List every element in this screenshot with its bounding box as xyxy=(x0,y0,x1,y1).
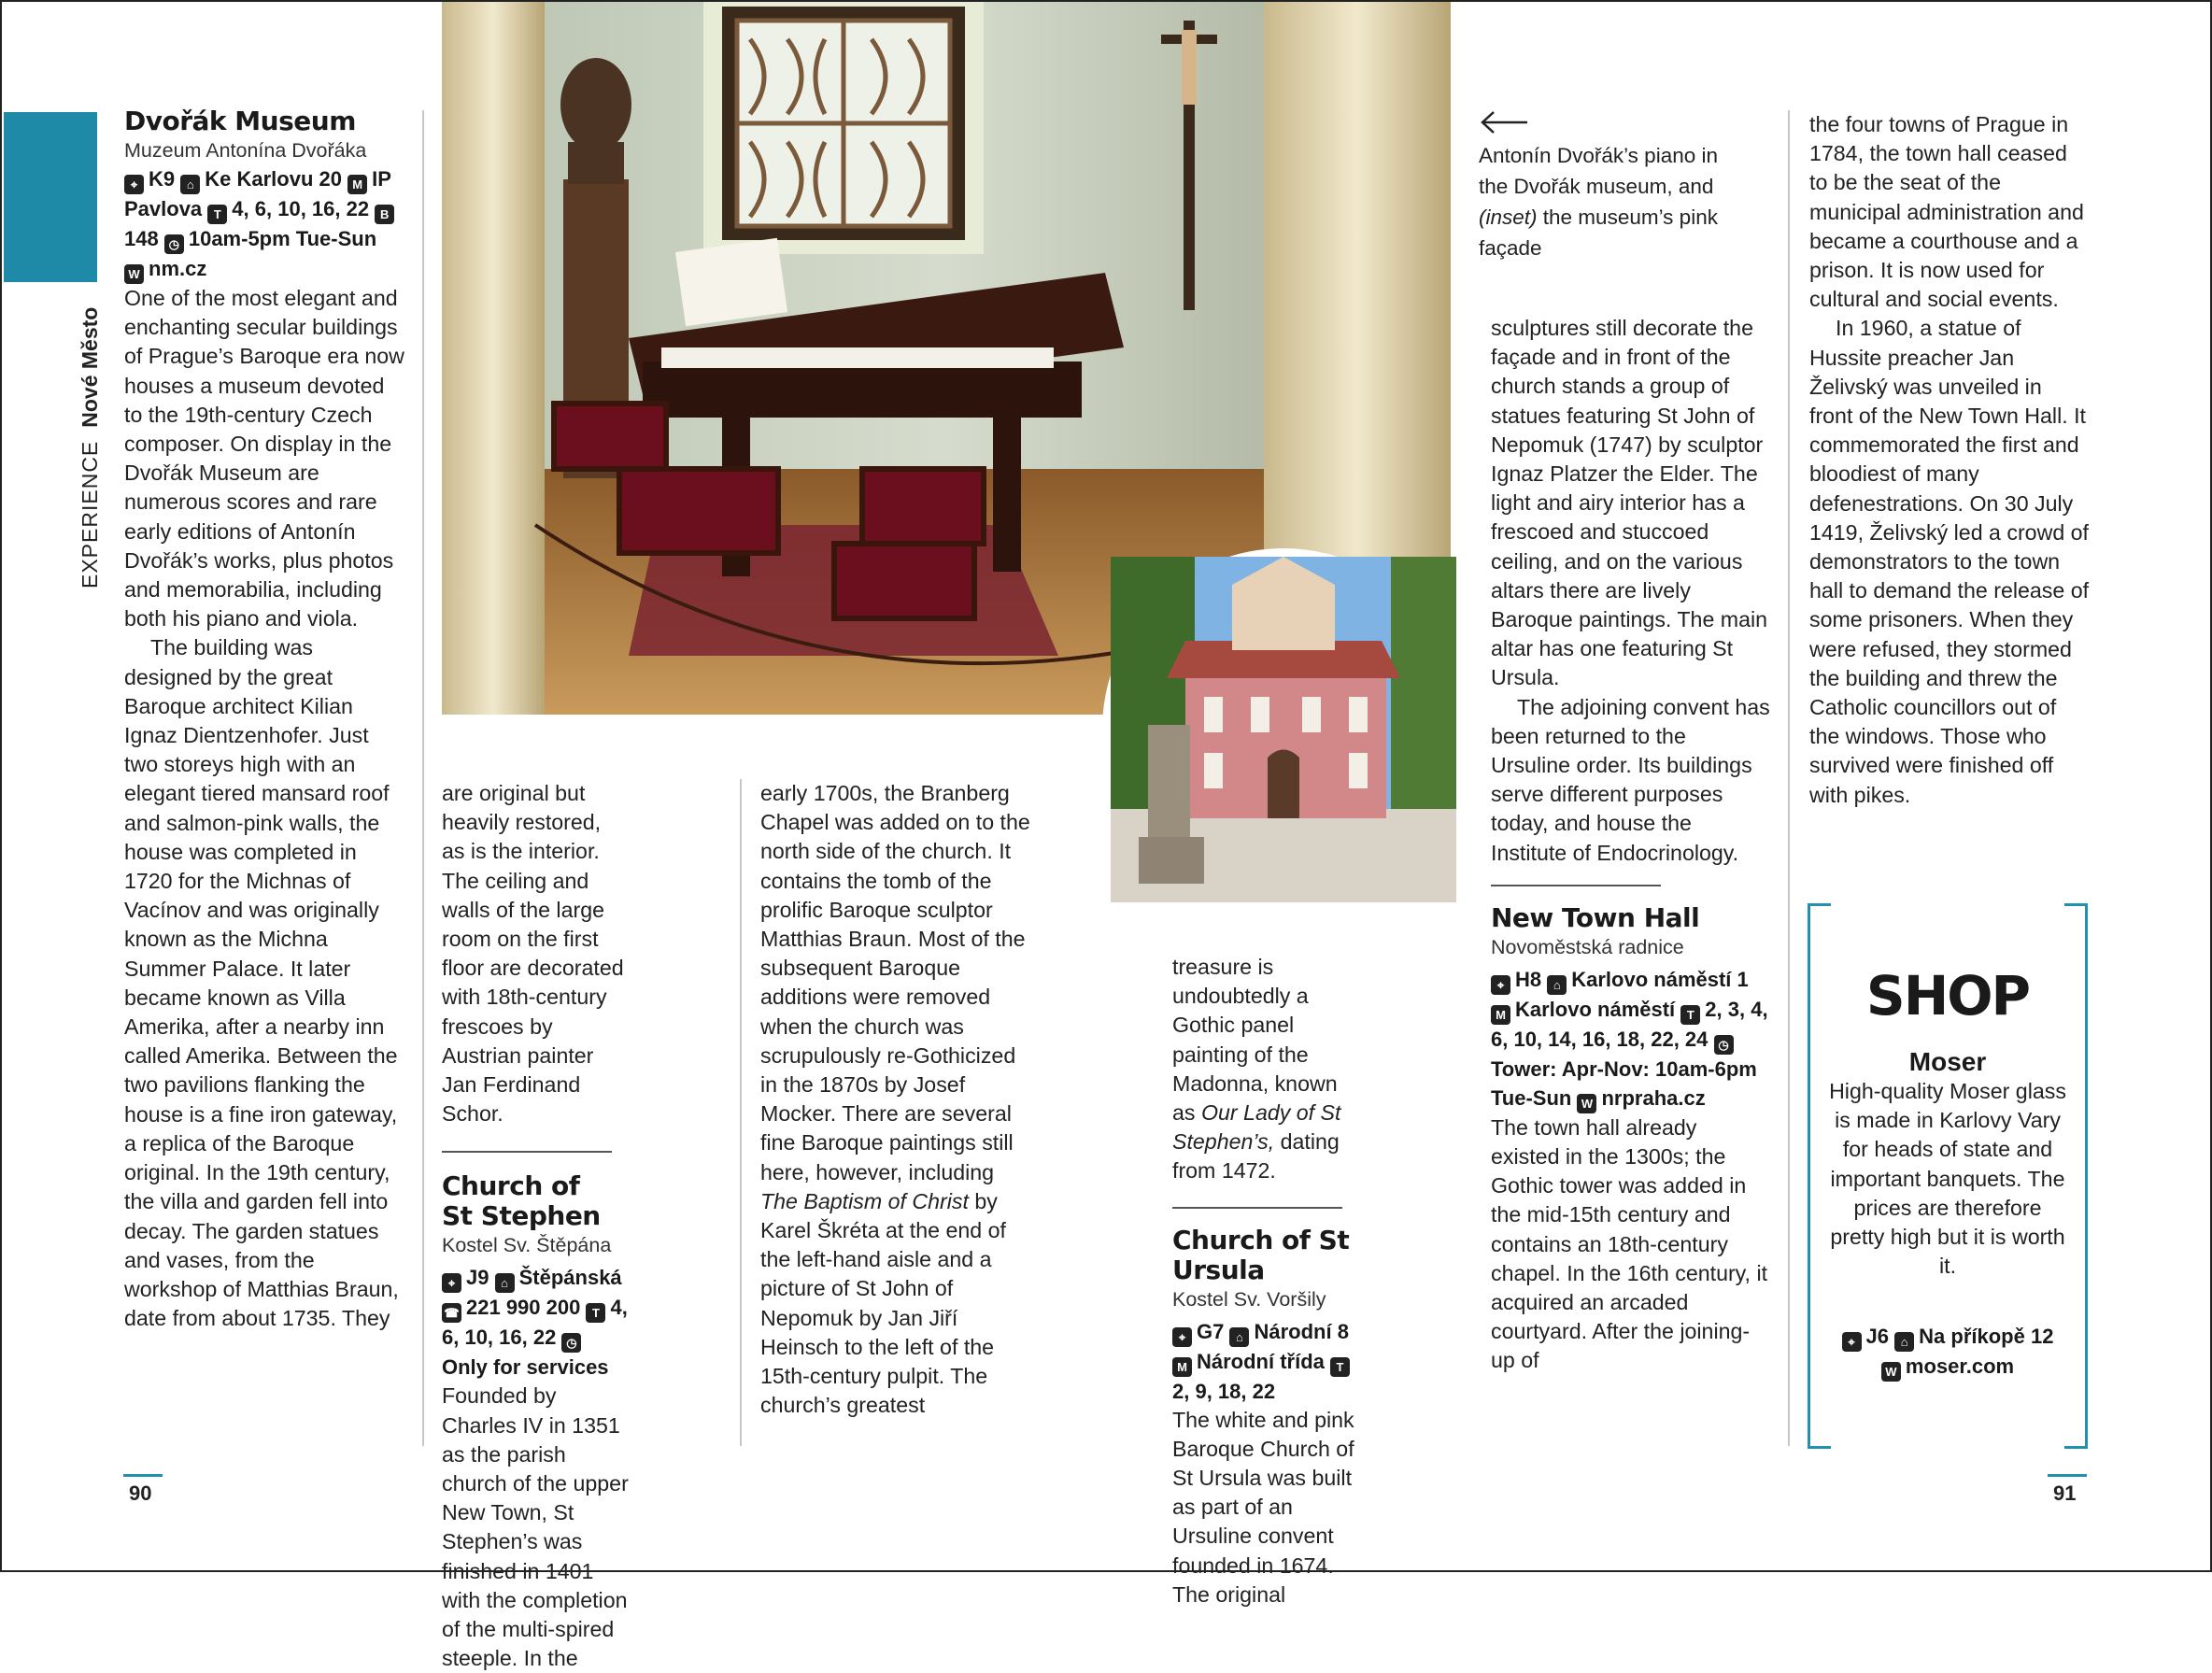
web-icon: W xyxy=(1881,1362,1901,1382)
tram-icon: T xyxy=(1680,1005,1700,1025)
clock-icon: ◷ xyxy=(561,1333,581,1353)
info-address: Ke Karlovu 20 xyxy=(205,167,342,191)
info-bus: 148 xyxy=(124,227,159,250)
metro-icon: M xyxy=(1172,1357,1192,1377)
section-label xyxy=(78,307,103,588)
metro-icon: M xyxy=(347,175,367,194)
column-6 xyxy=(1809,110,2090,810)
info-hours: Tower: Apr-Nov: 10am-6pm Tue-Sun xyxy=(1491,1056,1757,1110)
column-divider xyxy=(1788,110,1790,1446)
column-2 xyxy=(442,779,629,1673)
caption-text-b: the museum’s pink façade xyxy=(1479,206,1718,260)
info-tram: 2, 9, 18, 22 xyxy=(1172,1379,1276,1403)
page-number-rule-left xyxy=(123,1474,163,1477)
ursula-title: Church of St Ursula xyxy=(1172,1224,1350,1285)
museum-facade-illustration xyxy=(1111,557,1456,902)
dvorak-title: Dvořák Museum xyxy=(124,106,356,136)
phone-icon: ☎ xyxy=(442,1303,461,1323)
web-icon: W xyxy=(124,264,144,284)
area-name: Nové Město xyxy=(78,306,102,428)
info-metro: IP Pavlova xyxy=(124,167,391,220)
townhall-subtitle: Novoměstská radnice xyxy=(1491,935,1684,958)
info-metro: Národní třída xyxy=(1197,1349,1325,1373)
info-phone: 221 990 200 xyxy=(466,1296,581,1320)
column-4 xyxy=(1172,953,1359,1609)
pin-icon: ⌖ xyxy=(1491,975,1510,995)
townhall-para-2: the four towns of Prague in 1784, the town hall ceased to be the seat of the municipal administration and became a courthouse and a prison. It is now used for cultural and social events. xyxy=(1809,112,2084,312)
web-icon: W xyxy=(1577,1094,1596,1113)
home-icon: ⌂ xyxy=(1229,1327,1249,1347)
ursula-subtitle: Kostel Sv. Voršily xyxy=(1172,1287,1326,1311)
shop-name: Moser xyxy=(1908,1047,1987,1076)
info-website[interactable]: moser.com xyxy=(1905,1354,2015,1378)
stephen-text-b: by Karel Škréta at the end of the left-hand aisle and a picture of St John of Nepomuk by Jan Jiří Heinsch to the left of the 15th-century pulpit. The church’s greatest xyxy=(760,1188,1006,1418)
clock-icon: ◷ xyxy=(164,234,184,254)
pin-icon: ⌖ xyxy=(124,175,144,194)
home-icon: ⌂ xyxy=(1894,1332,1914,1352)
caption-inset: (inset) xyxy=(1479,206,1538,229)
stephen-text-a: early 1700s, the Branberg Chapel was added on to the north side of the church. It contains the tomb of the prolific Baroque sculptor Matthias Braun. Most of the subsequent Baroque additions were removed when the church was scrupulously re-Gothicized in the 1870s by Josef Mocker. There are several fine Baroque paintings still here, however, including xyxy=(760,781,1030,1184)
column-1 xyxy=(124,106,404,1333)
ursula-para-2: sculptures still decorate the façade and in front of the church stands a group of statues featuring St John of Nepomuk (1747) by sculptor Ignaz Platzer the Elder. The light and airy interior has a frescoed and stuccoed ceiling, and on the various altars there are lively Baroque paintings. The main altar has one featuring St Ursula. xyxy=(1491,316,1768,690)
pin-icon: ⌖ xyxy=(442,1273,461,1293)
photo-caption xyxy=(1479,110,1731,263)
info-metro: Karlovo náměstí xyxy=(1515,997,1676,1021)
dvorak-para-1: One of the most elegant and enchanting secular buildings of Prague’s Baroque era now houses a museum devoted to the 19th-century Czech composer. On display in the Dvořák Museum are numerous scores and rare early editions of Antonín Dvořák’s works, plus photos and memorabilia, including both his piano and viola. xyxy=(124,286,404,631)
info-grid: H8 xyxy=(1515,967,1542,991)
shop-heading: SHOP xyxy=(1865,964,2030,1028)
bus-icon: B xyxy=(375,205,394,224)
info-address: Národní 8 xyxy=(1254,1319,1349,1343)
stephen-para-3 xyxy=(1172,953,1359,1186)
ursula-info xyxy=(1172,1317,1359,1406)
townhall-para-1: The town hall already existed in the 1300s; the Gothic tower was added in the mid-15th century and contains an 18th-century chapel. In the 16th century, it acquired an arcaded courtyard. After the joining-up of xyxy=(1491,1114,1768,1373)
info-address: Karlovo náměstí 1 xyxy=(1571,967,1749,991)
column-3 xyxy=(760,779,1036,1420)
section-tab xyxy=(4,112,97,282)
info-website[interactable]: nm.cz xyxy=(149,257,207,280)
pin-icon: ⌖ xyxy=(1842,1332,1862,1352)
info-grid: J6 xyxy=(1865,1325,1890,1348)
metro-icon: M xyxy=(1491,1005,1510,1025)
info-address: Na příkopě 12 xyxy=(1919,1325,2054,1348)
section-rule xyxy=(1172,1207,1342,1209)
townhall-para-3: In 1960, a statue of Hussite preacher Jan Želivský was unveiled in front of the New Town Hall. It commemorated the first and bloodiest of many defenestrations. On 30 July 1419, Želivský led a crowd of demonstrators to the town hall to demand the release of some prisoners. When they were refused, they stormed the building and threw the Catholic councillors out of the windows. Those who survived were finished off with pikes. xyxy=(1809,316,2090,807)
stephen-title-line-1: Church of xyxy=(442,1170,580,1202)
dvorak-continued: are original but heavily restored, as is the interior. The ceiling and walls of the large room on the first floor are decorated with 18th-century frescoes by Austrian painter Jan Ferdinand Schor. xyxy=(442,781,624,1127)
stephen-title-line-2: St Stephen xyxy=(442,1200,601,1232)
shop-info xyxy=(1808,1322,2088,1382)
dvorak-info xyxy=(124,164,404,284)
tram-icon: T xyxy=(207,205,227,224)
dvorak-subtitle: Muzeum Antonína Dvořáka xyxy=(124,139,367,162)
townhall-title: New Town Hall xyxy=(1491,901,1700,933)
column-divider xyxy=(740,779,742,1446)
caption-text-a: Antonín Dvořák’s piano in the Dvořák museum, and xyxy=(1479,144,1718,198)
stephen-para-1: Founded by Charles IV in 1351 as the parish church of the upper New Town, St Stephen’s was finished in 1401 with the completion of the multi-spired steeple. In the xyxy=(442,1383,629,1671)
column-5 xyxy=(1491,314,1771,1376)
section-rule xyxy=(1491,885,1661,886)
info-address: Štěpánská xyxy=(518,1266,622,1290)
dvorak-para-2: The building was designed by the great Baroque architect Kilian Ignaz Dientzenhofer. Just two storeys high with an elegant tiered mansard roof and salmon-pink walls, the house was completed in 1720 for the Michnas of Vacínov and was originally known as the Michna Summer Palace. It later became known as Villa Amerika, after a nearby inn called Amerika. Between the two pavilions flanking the house is a fine iron gateway, a replica of the Baroque original. In the 19th century, the villa and garden fell into decay. The garden statues and vases, from the workshop of Matthias Braun, date from about 1735. They xyxy=(124,635,399,1331)
tram-icon: T xyxy=(1330,1357,1350,1377)
info-tram: 4, 6, 10, 16, 22 xyxy=(442,1296,628,1350)
shop-box xyxy=(1808,903,2088,1443)
info-website[interactable]: nrpraha.cz xyxy=(1601,1085,1706,1110)
info-hours: Only for services xyxy=(442,1355,609,1380)
info-grid: J9 xyxy=(466,1266,489,1290)
stephen-subtitle: Kostel Sv. Štěpána xyxy=(442,1234,612,1257)
stephen-info xyxy=(442,1263,629,1382)
tram-icon: T xyxy=(586,1303,605,1323)
artwork-title: The Baptism of Christ xyxy=(760,1188,969,1213)
home-icon: ⌂ xyxy=(1547,975,1567,995)
townhall-info xyxy=(1491,965,1771,1113)
column-divider xyxy=(422,110,424,1446)
museum-facade-inset-photo xyxy=(1102,548,1465,911)
info-tram: 2, 3, 4, 6, 10, 14, 16, 18, 22, 24 xyxy=(1491,997,1768,1051)
pin-icon: ⌖ xyxy=(1172,1327,1192,1347)
clock-icon: ◷ xyxy=(1714,1035,1734,1055)
arrow-left-icon xyxy=(1479,110,1529,135)
home-icon: ⌂ xyxy=(495,1273,515,1293)
home-icon: ⌂ xyxy=(180,175,200,194)
page-number-left: 90 xyxy=(129,1482,152,1505)
info-grid: G7 xyxy=(1197,1319,1225,1343)
stephen-text-d: dating from 1472. xyxy=(1172,1129,1340,1184)
painting-title: Our Lady of St Stephen’s, xyxy=(1172,1100,1341,1155)
page-number-right: 91 xyxy=(2053,1482,2077,1505)
shop-description: High-quality Moser glass is made in Karlovy Vary for heads of state and important banquets. The prices are therefore pretty high but it is worth it. xyxy=(1829,1079,2066,1279)
page-number-rule-right xyxy=(2048,1474,2087,1477)
info-hours: 10am-5pm Tue-Sun xyxy=(188,227,377,250)
stephen-para-2 xyxy=(760,779,1036,1420)
info-grid: K9 xyxy=(149,167,176,191)
section-name: EXPERIENCE xyxy=(78,440,102,588)
stephen-text-c: treasure is undoubtedly a Gothic panel painting of the Madonna, known as xyxy=(1172,955,1338,1126)
info-tram: 4, 6, 10, 16, 22 xyxy=(232,197,370,220)
section-rule xyxy=(442,1151,612,1153)
ursula-para-3: The adjoining convent has been returned to the Ursuline order. Its buildings serve different purposes today, and house the Institute of Endocrinology. xyxy=(1491,694,1770,865)
ursula-para-1: The white and pink Baroque Church of St Ursula was built as part of an Ursuline convent founded in 1674. The original xyxy=(1172,1407,1354,1607)
